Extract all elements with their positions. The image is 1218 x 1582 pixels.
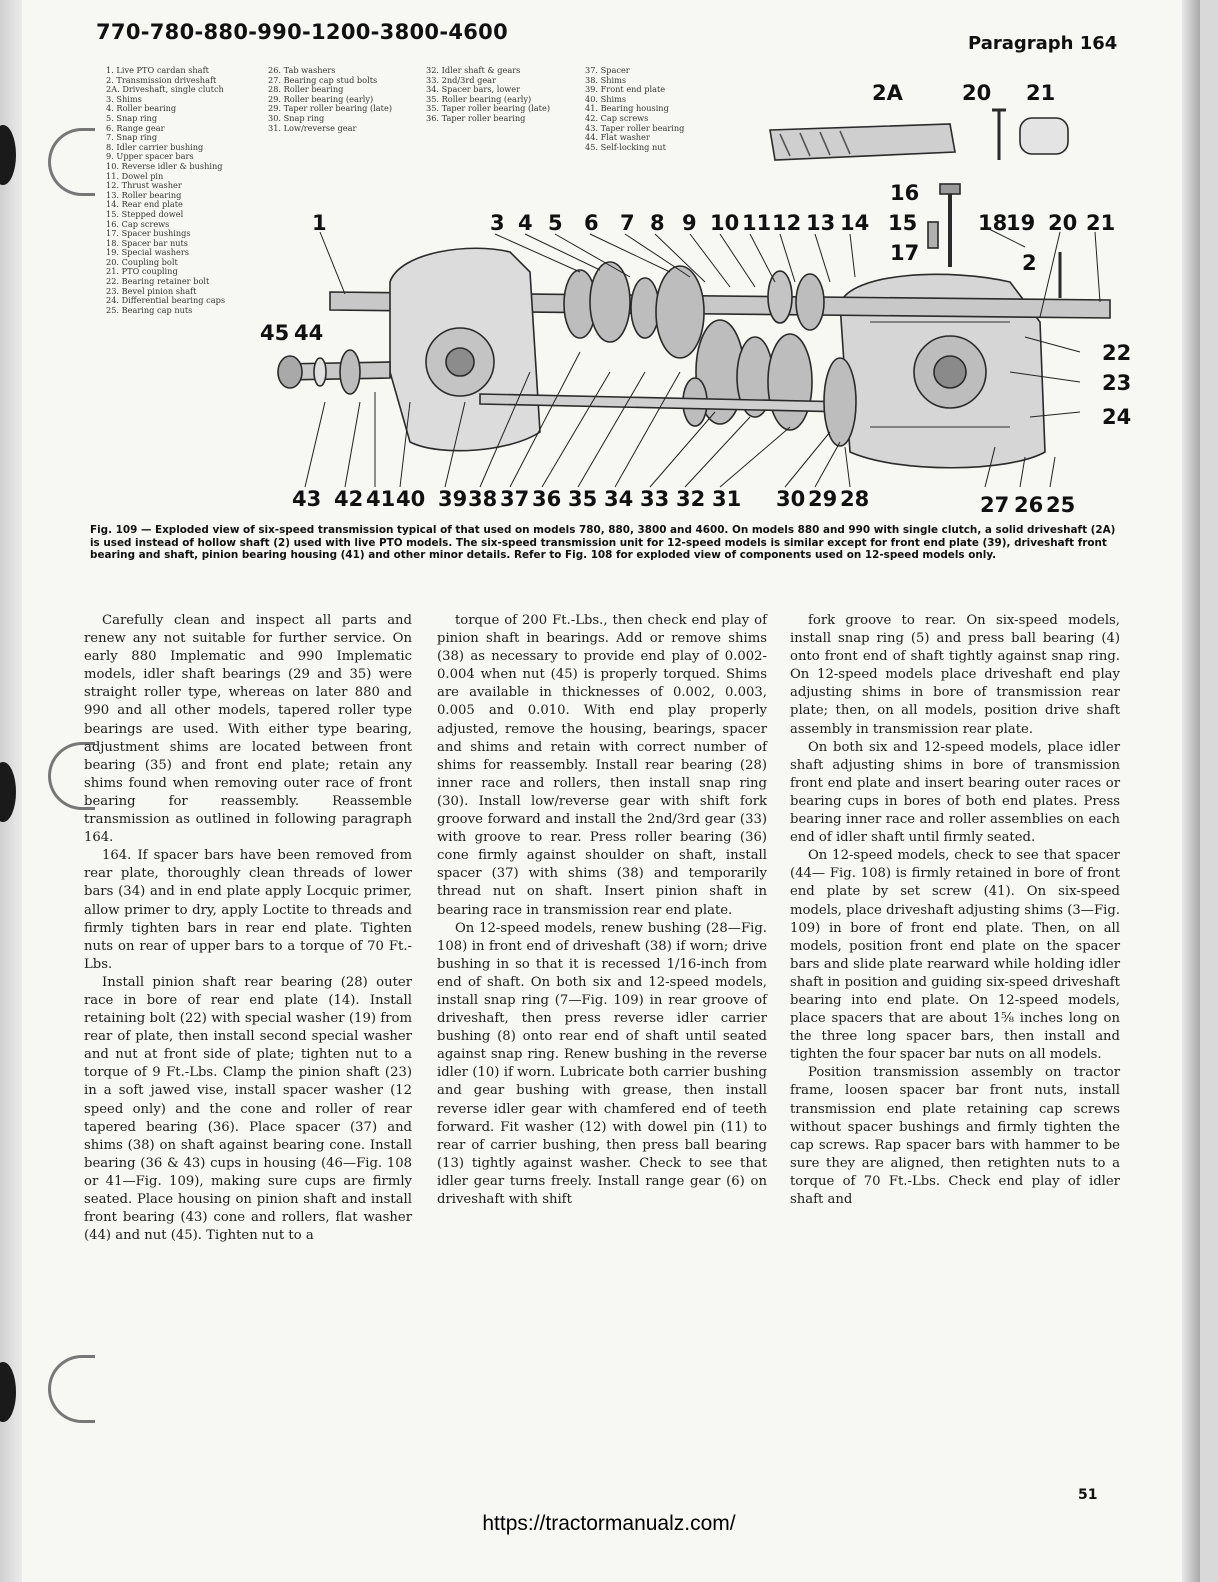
callout-number: 14	[840, 211, 870, 235]
callout-number: 6	[584, 211, 599, 235]
figure-caption: Fig. 109 — Exploded view of six-speed transmission typical of that used on models 780, 880, 3800 and 4600. On models 880 and 990 with single clutch, a solid driveshaft (2A) is used instead of hollow shaft (2) used with live PTO models. The six-speed transmission unit for 12-speed models is similar except for front end plate (39), driveshaft front bearing and shaft, pinion bearing housing (41) and other minor details. Refer to Fig. 108 for exploded view of components used on 12-speed models only.	[90, 524, 1116, 562]
legend-item: 31. Low/reverse gear	[268, 122, 357, 133]
legend-item: 22. Bearing retainer bolt	[106, 276, 210, 287]
legend-item: 39. Front end plate	[585, 84, 666, 95]
driveshaft-2a-illustration	[770, 124, 955, 160]
legend-item: 18. Spacer bar nuts	[106, 237, 188, 248]
legend-item: 2. Transmission driveshaft	[106, 74, 217, 85]
legend-item: 41. Bearing housing	[585, 103, 669, 114]
legend-item: 24. Differential bearing caps	[106, 295, 226, 306]
callout-number: 24	[1102, 405, 1132, 429]
legend-item: 9. Upper spacer bars	[106, 151, 194, 162]
legend-item: 5. Snap ring	[106, 112, 158, 123]
callout-label: 21	[1026, 81, 1056, 105]
body-paragraph: Position transmission assembly on tractor frame, loosen spacer bar front nuts, install transmission end plate retaining cap screws without spacer bushings and firmly tighten the cap screws. Rap spacer bars with hammer to be sure they are aligned, then retighten nuts to a torque of 70 Ft.-Lbs. Check end play of idler shaft and	[790, 1065, 1120, 1207]
legend-item: 1. Live PTO cardan shaft	[106, 65, 209, 75]
source-url: https://tractormanualz.com/	[482, 1512, 736, 1535]
legend-item: 33. 2nd/3rd gear	[426, 74, 496, 85]
legend-item: 14. Rear end plate	[106, 199, 183, 210]
text-column	[437, 612, 767, 1209]
callout-number: 9	[682, 211, 697, 235]
callout-number: 21	[1086, 211, 1116, 235]
callout-number: 7	[620, 211, 635, 235]
legend-item: 11. Dowel pin	[106, 170, 164, 181]
callout-label: 2A	[872, 81, 903, 105]
callout-number: 12	[772, 211, 802, 235]
binder-ring-icon	[48, 128, 95, 196]
pto-coupling-illustration	[1020, 118, 1068, 154]
callout-number: 18	[978, 211, 1008, 235]
legend-item: 27. Bearing cap stud bolts	[268, 74, 378, 85]
legend-item: 43. Taper roller bearing	[585, 122, 685, 133]
exploded-transmission-diagram	[250, 72, 1140, 520]
legend-item: 7. Snap ring	[106, 132, 158, 143]
callout-number: 35	[568, 487, 598, 511]
legend-item: 10. Reverse idler & bushing	[106, 160, 223, 171]
legend-item: 4. Roller bearing	[106, 103, 177, 114]
legend-item: 34. Spacer bars, lower	[426, 84, 521, 95]
text-column	[790, 612, 1120, 1209]
legend-item: 15. Stepped dowel	[106, 208, 184, 219]
callout-label: 20	[962, 81, 992, 105]
callout-number: 19	[1006, 211, 1036, 235]
legend-item: 20. Coupling bolt	[106, 256, 178, 267]
legend-item: 35. Roller bearing (early)	[426, 93, 532, 104]
callout-number: 27	[980, 493, 1010, 517]
legend-item: 19. Special washers	[106, 247, 189, 258]
models-header: 770-780-880-990-1200-3800-4600	[96, 20, 508, 44]
legend-item: 16. Cap screws	[106, 218, 170, 229]
legend-item: 6. Range gear	[106, 122, 165, 133]
legend-item: 25. Bearing cap nuts	[106, 304, 193, 315]
body-paragraph: Carefully clean and inspect all parts and renew any not suitable for further service. On early 880 Implematic and 990 Implematic models, idler shaft bearings (29 and 35) were straight roller type, whereas on later 880 and 990 and all other models, tapered roller type bearings are used. With either type bearing, adjustment shims are located between front bearing (35) and front end plate; retain any shims found when removing outer race of front bearing for reassembly. Reassemble transmission as outlined in following paragraph 164.	[84, 613, 412, 846]
body-paragraph: Install pinion shaft rear bearing (28) outer race in bore of rear end plate (14). Install retaining bolt (22) with special washer (19) from rear of plate, then install second special washer and nut at front side of plate; tighten nut to a torque of 9 Ft.-Lbs. Clamp the pinion shaft (23) in a soft jawed vise, install spacer washer (12 speed only) and the cone and roller of rear tapered bearing (36). Place spacer (37) and shims (38) on shaft against bearing cone. Install bearing (36 & 43) cups in housing (46—Fig. 108 or 41—Fig. 109), making sure cups are firmly seated. Place housing on pinion shaft and install front bearing (43) cone and rollers, flat washer (44) and nut (45). Tighten nut to a	[84, 974, 412, 1244]
callout-number: 40	[396, 487, 426, 511]
callout-number: 20	[1048, 211, 1078, 235]
callout-number: 45	[260, 321, 290, 345]
callout-number: 11	[742, 211, 772, 235]
callout-number: 36	[532, 487, 562, 511]
legend-item: 26. Tab washers	[268, 65, 336, 75]
callout-number: 8	[650, 211, 665, 235]
legend-item: 12. Thrust washer	[106, 180, 182, 191]
legend-item: 40. Shims	[585, 93, 627, 104]
page-number: 51	[1078, 1487, 1098, 1503]
callout-number: 2	[1022, 251, 1037, 275]
callout-number: 10	[710, 211, 740, 235]
legend-item: 23. Bevel pinion shaft	[106, 285, 197, 296]
callout-number: 26	[1014, 493, 1044, 517]
legend-item: 37. Spacer	[585, 65, 630, 75]
callout-number: 30	[776, 487, 806, 511]
legend-item: 36. Taper roller bearing	[426, 112, 526, 123]
page-edge	[1182, 0, 1200, 1582]
callout-number: 5	[548, 211, 563, 235]
legend-item: 35. Taper roller bearing (late)	[426, 103, 551, 114]
callout-number: 25	[1046, 493, 1076, 517]
callout-number: 3	[490, 211, 505, 235]
legend-item: 17. Spacer bushings	[106, 228, 191, 239]
legend-item: 8. Idler carrier bushing	[106, 141, 204, 152]
callout-number: 15	[888, 211, 918, 235]
body-paragraph: 164. If spacer bars have been removed from rear plate, thoroughly clean threads of lower bars (34) and in end plate apply Locquic primer, allow primer to dry, apply Loctite to threads and firmly tighten bars in rear end plate. Tighten nuts on rear of upper bars to a torque of 70 Ft.-Lbs.	[84, 848, 412, 972]
callout-number: 42	[334, 487, 364, 511]
body-paragraph: On 12-speed models, check to see that spacer (44— Fig. 108) is firmly retained in bore of front end plate by set screw (41). On six-speed models, place driveshaft adjusting shims (3—Fig. 109) in bore of front end plate. Then, on all models, position front end plate on the spacer bars and slide plate rearward while holding idler shaft in position and guiding six-speed driveshaft bearing into end plate. On 12-speed models, place spacers that are about 1⅝ inches long on the three long spacer bars, then install and tighten the four spacer bar nuts on all models.	[790, 848, 1120, 1063]
callout-number: 37	[500, 487, 530, 511]
legend-item: 28. Roller bearing	[268, 84, 344, 95]
paragraph-header: Paragraph 164	[968, 33, 1118, 54]
legend-item: 42. Cap screws	[585, 112, 649, 123]
legend-item: 44. Flat washer	[585, 132, 650, 143]
callout-number: 22	[1102, 341, 1132, 365]
callout-number: 17	[890, 241, 920, 265]
legend-item: 2A. Driveshaft, single clutch	[106, 84, 224, 95]
callout-number: 38	[468, 487, 498, 511]
callout-number: 33	[640, 487, 670, 511]
callout-number: 39	[438, 487, 468, 511]
callout-number: 44	[294, 321, 324, 345]
binder-ring-icon	[48, 1355, 95, 1423]
callout-number: 41	[366, 487, 396, 511]
legend-item: 13. Roller bearing	[106, 189, 182, 200]
callout-number: 28	[840, 487, 870, 511]
coupling-bolt-illustration	[992, 110, 1006, 160]
legend-item: 29. Taper roller bearing (late)	[268, 103, 393, 114]
callout-number: 13	[806, 211, 836, 235]
body-paragraph: On 12-speed models, renew bushing (28—Fig. 108) in front end of driveshaft (38) if worn; drive bushing in so that it is recessed 1/16-inch from end of shaft. On both six and 12-speed models, install snap ring (7—Fig. 109) in rear groove of driveshaft, then press reverse idler carrier bushing (8) onto rear end of shaft until seated against snap ring. Renew bushing in the reverse idler (10) if worn. Lubricate both carrier bushing and gear bushing with grease, then install reverse idler gear with chamfered end of teeth forward. Fit washer (12) with dowel pin (11) to rear of carrier bushing, then press ball bearing (13) tightly against washer. Check to see that idler gear turns freely. Install range gear (6) on driveshaft with shift	[437, 920, 767, 1207]
callout-number: 4	[518, 211, 533, 235]
body-paragraph: On both six and 12-speed models, place idler shaft adjusting shims in bore of transmission front end plate and insert bearing outer races or bearing cups in bores of both end plates. Press bearing inner race and roller assemblies on each end of idler shaft until firmly seated.	[790, 739, 1120, 846]
legend-item: 21. PTO coupling	[106, 266, 178, 277]
callout-number: 1	[312, 211, 327, 235]
callout-number: 32	[676, 487, 706, 511]
body-paragraph: torque of 200 Ft.-Lbs., then check end play of pinion shaft in bearings. Add or remove shims (38) as necessary to provide end play of 0.002-0.004 when nut (45) is properly torqued. Shims are available in thicknesses of 0.002, 0.003, 0.005 and 0.010. With end play properly adjusted, remove the housing, bearings, spacer and shims and retain with correct number of shims for reassembly. Install rear bearing (28) inner race and rollers, then install snap ring (30). Install low/reverse gear with shift fork groove forward and install the 2nd/3rd gear (33) with groove to rear. Press roller bearing (36) cone firmly against shoulder on shaft, install spacer (37) with shims (38) and temporarily thread nut on shaft. Insert pinion shaft in bearing race in transmission rear end plate.	[437, 613, 767, 918]
callout-number: 16	[890, 181, 920, 205]
callout-number: 31	[712, 487, 742, 511]
legend-item: 3. Shims	[106, 93, 142, 104]
callout-number: 34	[604, 487, 634, 511]
legend-item: 30. Snap ring	[268, 112, 325, 123]
body-paragraph: fork groove to rear. On six-speed models, install snap ring (5) and press ball bearing (4) onto front end of shaft tightly against snap ring. On 12-speed models place driveshaft end play adjusting shims in bore of transmission rear plate; then, on all models, position drive shaft assembly in transmission rear plate.	[790, 613, 1120, 737]
legend-item: 29. Roller bearing (early)	[268, 93, 374, 104]
text-column	[84, 612, 412, 1245]
legend-item: 45. Self-locking nut	[585, 141, 666, 152]
legend-item: 32. Idler shaft & gears	[426, 65, 521, 75]
callout-number: 29	[808, 487, 838, 511]
legend-column	[106, 66, 234, 315]
legend-item: 38. Shims	[585, 74, 627, 85]
callout-number: 23	[1102, 371, 1132, 395]
callout-number: 43	[292, 487, 322, 511]
